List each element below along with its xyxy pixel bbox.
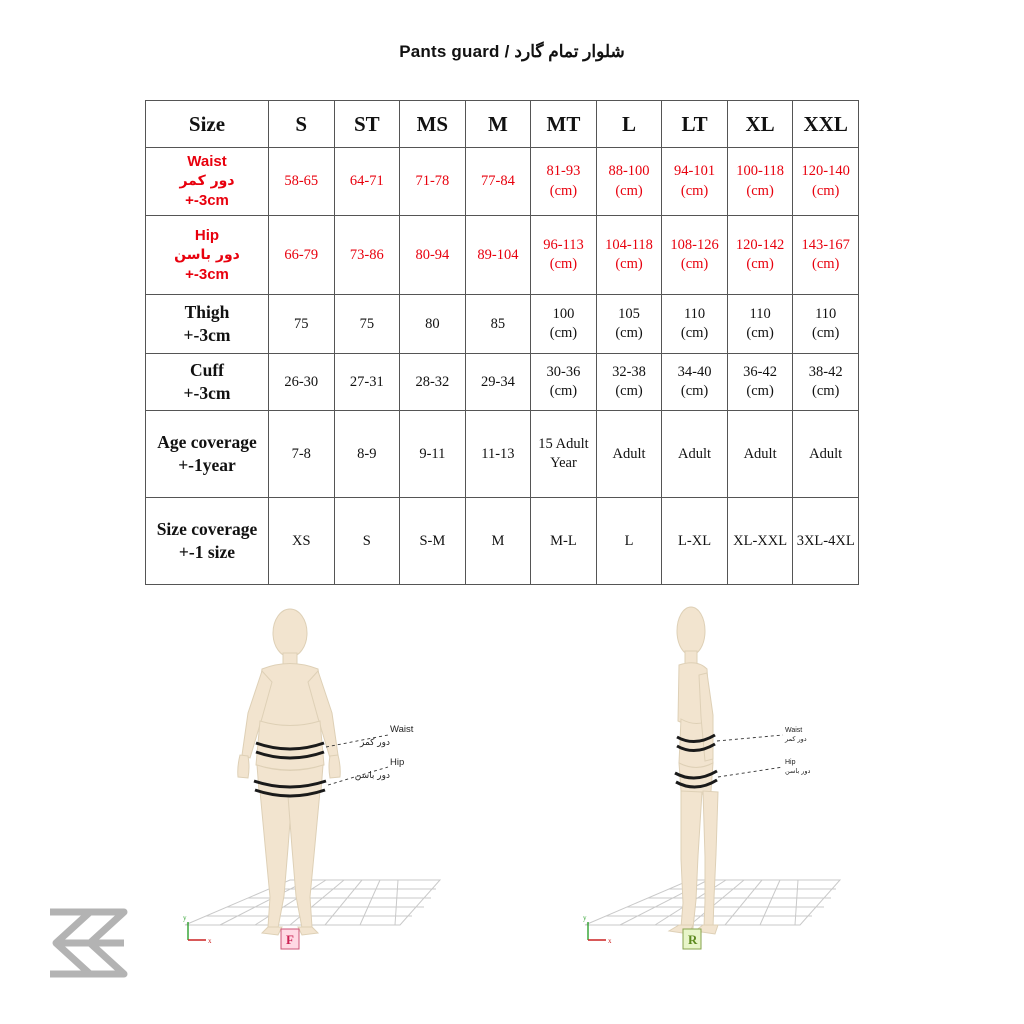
- row-label-thigh-note: +-3cm: [183, 325, 231, 346]
- cell-sizecov-lt: L-XL: [662, 498, 728, 585]
- svg-text:y: y: [183, 914, 187, 922]
- table-header-row: [146, 101, 859, 148]
- cell-age-s: 7-8: [269, 411, 335, 498]
- row-label-age-coverage: [146, 411, 269, 498]
- front-label-waist-en: Waist: [390, 724, 414, 735]
- row-label-hip-fa: دور باسن: [174, 246, 240, 263]
- row-label-thigh-en: Thigh: [184, 301, 230, 322]
- column-header-l: L: [596, 101, 662, 148]
- column-header-st: ST: [334, 101, 400, 148]
- cell-age-l: Adult: [596, 411, 662, 498]
- size-chart-table-wrapper: [145, 100, 859, 585]
- axis-indicator-front: [183, 914, 212, 945]
- row-label-thigh: [146, 295, 269, 354]
- page-title: Pants guard / شلوار تمام گارد: [399, 42, 625, 61]
- side-label-hip-fa: دور باسن: [785, 767, 811, 775]
- cell-thigh-xxl: 110 (cm): [793, 295, 859, 354]
- table-row: [146, 216, 859, 295]
- cell-waist-s: 58-65: [269, 148, 335, 216]
- cell-age-ms: 9-11: [400, 411, 466, 498]
- column-header-s: S: [269, 101, 335, 148]
- cell-age-lt: Adult: [662, 411, 728, 498]
- table-row: [146, 148, 859, 216]
- view-marker-side: [683, 929, 701, 949]
- row-label-age-coverage-note: +-1year: [178, 455, 236, 476]
- brand-mark-icon: [44, 904, 130, 982]
- measurement-figures: [0, 595, 1024, 975]
- cell-cuff-ms: 28-32: [400, 354, 466, 411]
- row-label-age-coverage-en: Age coverage: [157, 431, 257, 452]
- cell-hip-mt: 96-113 (cm): [531, 216, 597, 295]
- size-chart-table: [145, 100, 859, 585]
- cell-waist-lt: 94-101 (cm): [662, 148, 728, 216]
- cell-waist-xxl: 120-140 (cm): [793, 148, 859, 216]
- row-label-size-coverage: [146, 498, 269, 585]
- cell-sizecov-ms: S-M: [400, 498, 466, 585]
- side-label-waist-en: Waist: [785, 727, 803, 734]
- front-label-waist-fa: دور کمر: [359, 738, 390, 748]
- row-label-cuff-note: +-3cm: [183, 383, 231, 404]
- row-label-size-coverage-en: Size coverage: [156, 518, 258, 539]
- cell-cuff-lt: 34-40 (cm): [662, 354, 728, 411]
- side-label-waist-fa: دور کمر: [785, 735, 807, 743]
- cell-waist-ms: 71-78: [400, 148, 466, 216]
- column-header-size: Size: [146, 101, 269, 148]
- column-header-xxl: XXL: [793, 101, 859, 148]
- row-label-cuff-en: Cuff: [189, 359, 225, 380]
- row-label-hip-note: +-3cm: [185, 265, 229, 283]
- cell-thigh-xl: 110 (cm): [727, 295, 793, 354]
- cell-waist-mt: 81-93 (cm): [531, 148, 597, 216]
- cell-cuff-s: 26-30: [269, 354, 335, 411]
- row-label-size-coverage-note: +-1 size: [178, 542, 236, 563]
- table-row: [146, 498, 859, 585]
- figure-side-view: [555, 595, 885, 965]
- cell-thigh-st: 75: [334, 295, 400, 354]
- row-label-cuff: [146, 354, 269, 411]
- side-view-illustration: [555, 595, 885, 965]
- svg-text:y: y: [583, 914, 587, 922]
- axis-indicator-side: [583, 914, 612, 945]
- cell-hip-st: 73-86: [334, 216, 400, 295]
- cell-waist-l: 88-100 (cm): [596, 148, 662, 216]
- row-label-hip: [146, 216, 269, 295]
- table-body: [146, 148, 859, 585]
- cell-waist-st: 64-71: [334, 148, 400, 216]
- cell-hip-m: 89-104: [465, 216, 531, 295]
- table-row: [146, 354, 859, 411]
- cell-hip-lt: 108-126 (cm): [662, 216, 728, 295]
- table-row: [146, 295, 859, 354]
- row-label-hip-en: Hip: [194, 226, 220, 244]
- column-header-lt: LT: [662, 101, 728, 148]
- front-label-hip-fa: دور باسن: [354, 771, 390, 781]
- cell-sizecov-st: S: [334, 498, 400, 585]
- cell-sizecov-l: L: [596, 498, 662, 585]
- svg-text:x: x: [608, 937, 612, 945]
- cell-sizecov-xxl: 3XL-4XL: [793, 498, 859, 585]
- watermark-logo: [44, 904, 130, 982]
- cell-thigh-l: 105 (cm): [596, 295, 662, 354]
- mannequin-front-body: [238, 609, 341, 935]
- table-header: [146, 101, 859, 148]
- cell-thigh-s: 75: [269, 295, 335, 354]
- cell-cuff-xl: 36-42 (cm): [727, 354, 793, 411]
- table-row: [146, 411, 859, 498]
- side-label-hip-en: Hip: [785, 759, 796, 766]
- column-header-xl: XL: [727, 101, 793, 148]
- view-marker-front: [281, 929, 299, 949]
- cell-age-xl: Adult: [727, 411, 793, 498]
- cell-hip-xxl: 143-167 (cm): [793, 216, 859, 295]
- cell-thigh-ms: 80: [400, 295, 466, 354]
- row-label-waist-note: +-3cm: [185, 192, 229, 210]
- floor-grid-front: [185, 880, 440, 925]
- cell-hip-ms: 80-94: [400, 216, 466, 295]
- cell-thigh-mt: 100 (cm): [531, 295, 597, 354]
- svg-text:F: F: [286, 932, 294, 947]
- cell-sizecov-xl: XL-XXL: [727, 498, 793, 585]
- cell-age-xxl: Adult: [793, 411, 859, 498]
- cell-age-st: 8-9: [334, 411, 400, 498]
- front-view-illustration: [150, 595, 480, 965]
- label-leader-lines-side: [717, 735, 783, 777]
- cell-hip-xl: 120-142 (cm): [727, 216, 793, 295]
- cell-hip-s: 66-79: [269, 216, 335, 295]
- cell-waist-xl: 100-118 (cm): [727, 148, 793, 216]
- cell-thigh-lt: 110 (cm): [662, 295, 728, 354]
- cell-age-mt: 15 Adult Year: [531, 411, 597, 498]
- row-label-waist: [146, 148, 269, 216]
- column-header-mt: MT: [531, 101, 597, 148]
- cell-sizecov-s: XS: [269, 498, 335, 585]
- cell-sizecov-m: M: [465, 498, 531, 585]
- figure-front-view: [150, 595, 480, 965]
- front-label-hip-en: Hip: [390, 757, 405, 768]
- cell-age-m: 11-13: [465, 411, 531, 498]
- svg-text:x: x: [208, 937, 212, 945]
- column-header-m: M: [465, 101, 531, 148]
- column-header-ms: MS: [400, 101, 466, 148]
- cell-cuff-mt: 30-36 (cm): [531, 354, 597, 411]
- cell-sizecov-mt: M-L: [531, 498, 597, 585]
- mannequin-side-body: [669, 607, 718, 934]
- cell-waist-m: 77-84: [465, 148, 531, 216]
- row-label-waist-en: Waist: [187, 153, 227, 170]
- cell-hip-l: 104-118 (cm): [596, 216, 662, 295]
- svg-text:R: R: [688, 932, 698, 947]
- cell-cuff-xxl: 38-42 (cm): [793, 354, 859, 411]
- row-label-waist-fa: دور کمر: [179, 173, 235, 190]
- cell-thigh-m: 85: [465, 295, 531, 354]
- cell-cuff-l: 32-38 (cm): [596, 354, 662, 411]
- cell-cuff-st: 27-31: [334, 354, 400, 411]
- cell-cuff-m: 29-34: [465, 354, 531, 411]
